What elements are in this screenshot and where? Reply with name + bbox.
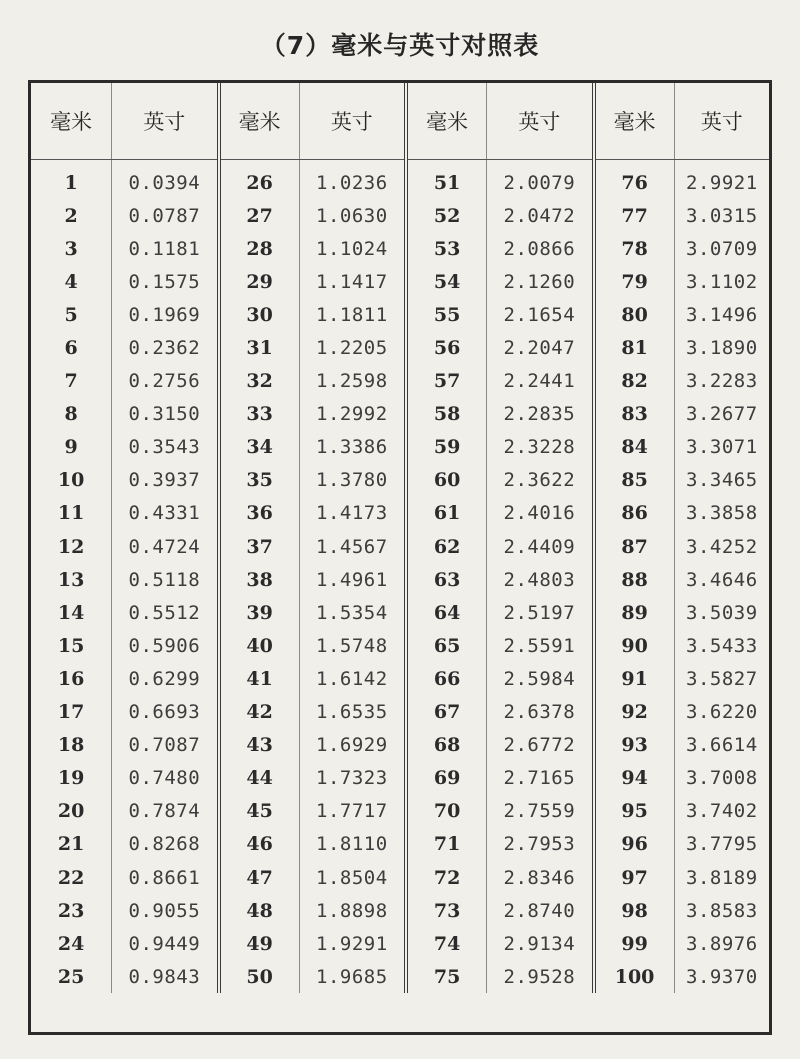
- table-row: [31, 232, 769, 265]
- mm-cell: 93: [594, 729, 675, 762]
- inch-cell: 2.2047: [487, 331, 594, 364]
- inch-cell: 2.7953: [487, 828, 594, 861]
- inch-cell: 2.1654: [487, 298, 594, 331]
- mm-cell: 98: [594, 894, 675, 927]
- inch-cell: 3.8189: [686, 866, 758, 889]
- inch-cell: 0.9055: [112, 894, 219, 927]
- mm-cell: 100: [594, 960, 675, 993]
- mm-cell: 77: [594, 199, 675, 232]
- mm-cell: 40: [219, 629, 300, 662]
- inch-cell: 1.9685: [299, 960, 406, 993]
- mm-cell: 72: [406, 861, 487, 894]
- inch-cell: 1.2598: [299, 365, 406, 398]
- inch-cell: 0.3543: [112, 431, 219, 464]
- mm-cell: 26: [219, 160, 300, 200]
- mm-cell: 97: [594, 861, 675, 894]
- mm-cell: 46: [219, 828, 300, 861]
- mm-cell: 43: [219, 729, 300, 762]
- inch-cell: 2.4016: [487, 497, 594, 530]
- header-inch-1: 英寸: [112, 83, 219, 160]
- mm-cell: 44: [219, 762, 300, 795]
- inch-cell: 3.8976: [686, 932, 758, 955]
- mm-cell: 23: [31, 894, 112, 927]
- mm-cell: 59: [406, 431, 487, 464]
- table-row: [31, 861, 769, 894]
- mm-cell: 51: [406, 160, 487, 200]
- inch-cell: 0.1969: [112, 298, 219, 331]
- mm-cell: 48: [219, 894, 300, 927]
- mm-cell: 5: [31, 298, 112, 331]
- mm-cell: 58: [406, 398, 487, 431]
- inch-cell: 0.9843: [112, 960, 219, 993]
- mm-cell: 38: [219, 563, 300, 596]
- inch-cell: 1.6929: [299, 729, 406, 762]
- inch-cell: 2.2441: [487, 365, 594, 398]
- inch-cell: 1.9291: [299, 927, 406, 960]
- mm-cell: 62: [406, 530, 487, 563]
- mm-cell: 11: [31, 497, 112, 530]
- mm-cell: 87: [594, 530, 675, 563]
- inch-cell: 2.2835: [487, 398, 594, 431]
- header-mm-3: 毫米: [406, 83, 487, 160]
- inch-cell: 2.9528: [487, 960, 594, 993]
- inch-cell: 1.3386: [299, 431, 406, 464]
- header-inch-3: 英寸: [487, 83, 594, 160]
- header-mm-1: 毫米: [31, 83, 112, 160]
- header-mm-4: 毫米: [594, 83, 675, 160]
- table-row: [31, 795, 769, 828]
- inch-cell: 1.1024: [299, 232, 406, 265]
- mm-cell: 69: [406, 762, 487, 795]
- table-row: [31, 298, 769, 331]
- mm-cell: 86: [594, 497, 675, 530]
- inch-cell: 1.4961: [299, 563, 406, 596]
- mm-cell: 55: [406, 298, 487, 331]
- mm-cell: 37: [219, 530, 300, 563]
- inch-cell: 2.7165: [487, 762, 594, 795]
- table-row: [31, 696, 769, 729]
- inch-cell: 0.9449: [112, 927, 219, 960]
- inch-cell: 3.2677: [686, 403, 758, 426]
- inch-cell: 1.4173: [299, 497, 406, 530]
- mm-cell: 6: [31, 331, 112, 364]
- mm-cell: 75: [406, 960, 487, 993]
- inch-cell: 3.3071: [686, 436, 758, 459]
- mm-cell: 71: [406, 828, 487, 861]
- inch-cell: 2.5197: [487, 596, 594, 629]
- inch-cell: 2.5591: [487, 629, 594, 662]
- header-mm-2: 毫米: [219, 83, 300, 160]
- mm-cell: 68: [406, 729, 487, 762]
- mm-cell: 57: [406, 365, 487, 398]
- inch-cell: 1.7717: [299, 795, 406, 828]
- mm-cell: 82: [594, 365, 675, 398]
- inch-cell: 1.0630: [299, 199, 406, 232]
- inch-cell: 1.6535: [299, 696, 406, 729]
- mm-cell: 39: [219, 596, 300, 629]
- inch-cell: 2.0079: [487, 160, 594, 200]
- mm-cell: 20: [31, 795, 112, 828]
- inch-cell: 0.8268: [112, 828, 219, 861]
- inch-cell: 0.8661: [112, 861, 219, 894]
- header-inch-4: 英寸: [674, 83, 769, 160]
- mm-cell: 66: [406, 662, 487, 695]
- inch-cell: 3.0315: [686, 204, 758, 227]
- mm-cell: 99: [594, 927, 675, 960]
- mm-cell: 90: [594, 629, 675, 662]
- inch-cell: 3.4252: [686, 535, 758, 558]
- mm-cell: 3: [31, 232, 112, 265]
- mm-cell: 50: [219, 960, 300, 993]
- inch-cell: 3.8583: [686, 899, 758, 922]
- mm-cell: 10: [31, 464, 112, 497]
- inch-cell: 3.6220: [686, 701, 758, 724]
- mm-cell: 31: [219, 331, 300, 364]
- inch-cell: 2.3228: [487, 431, 594, 464]
- mm-cell: 36: [219, 497, 300, 530]
- mm-cell: 42: [219, 696, 300, 729]
- inch-cell: 2.9921: [686, 171, 758, 194]
- table-row: [31, 160, 769, 200]
- mm-cell: 84: [594, 431, 675, 464]
- inch-cell: 0.5906: [112, 629, 219, 662]
- mm-cell: 96: [594, 828, 675, 861]
- mm-cell: 7: [31, 365, 112, 398]
- table-row: [31, 464, 769, 497]
- mm-cell: 49: [219, 927, 300, 960]
- inch-cell: 0.5118: [112, 563, 219, 596]
- inch-cell: 3.1496: [686, 303, 758, 326]
- mm-cell: 15: [31, 629, 112, 662]
- inch-cell: 2.0866: [487, 232, 594, 265]
- inch-cell: 2.9134: [487, 927, 594, 960]
- table-row: [31, 662, 769, 695]
- mm-cell: 76: [594, 160, 675, 200]
- inch-cell: 3.3858: [686, 502, 758, 525]
- mm-cell: 47: [219, 861, 300, 894]
- table-row: [31, 365, 769, 398]
- table-row: [31, 530, 769, 563]
- inch-cell: 0.6299: [112, 662, 219, 695]
- mm-cell: 4: [31, 265, 112, 298]
- inch-cell: 3.7795: [686, 833, 758, 856]
- mm-cell: 79: [594, 265, 675, 298]
- mm-cell: 13: [31, 563, 112, 596]
- mm-cell: 54: [406, 265, 487, 298]
- inch-cell: 0.2362: [112, 331, 219, 364]
- table-row: [31, 894, 769, 927]
- inch-cell: 2.8740: [487, 894, 594, 927]
- inch-cell: 1.8110: [299, 828, 406, 861]
- page-title: （7）毫米与英寸对照表: [260, 31, 540, 60]
- mm-cell: 88: [594, 563, 675, 596]
- table-row: [31, 497, 769, 530]
- mm-cell: 94: [594, 762, 675, 795]
- header-row: [31, 83, 769, 160]
- table-row: [31, 828, 769, 861]
- inch-cell: 0.3150: [112, 398, 219, 431]
- table-row: [31, 729, 769, 762]
- mm-cell: 65: [406, 629, 487, 662]
- inch-cell: 2.8346: [487, 861, 594, 894]
- mm-cell: 27: [219, 199, 300, 232]
- inch-cell: 2.4803: [487, 563, 594, 596]
- mm-cell: 91: [594, 662, 675, 695]
- inch-cell: 0.7480: [112, 762, 219, 795]
- inch-cell: 1.8898: [299, 894, 406, 927]
- header-inch-2: 英寸: [299, 83, 406, 160]
- mm-cell: 63: [406, 563, 487, 596]
- inch-cell: 1.6142: [299, 662, 406, 695]
- inch-cell: 3.3465: [686, 469, 758, 492]
- inch-cell: 1.0236: [299, 160, 406, 200]
- table-body: [31, 160, 769, 994]
- inch-cell: 2.1260: [487, 265, 594, 298]
- inch-cell: 3.7008: [686, 767, 758, 790]
- inch-cell: 2.0472: [487, 199, 594, 232]
- mm-cell: 56: [406, 331, 487, 364]
- table-row: [31, 398, 769, 431]
- inch-cell: 0.1575: [112, 265, 219, 298]
- inch-cell: 0.4724: [112, 530, 219, 563]
- inch-cell: 0.0787: [112, 199, 219, 232]
- inch-cell: 3.2283: [686, 370, 758, 393]
- inch-cell: 1.8504: [299, 861, 406, 894]
- mm-cell: 70: [406, 795, 487, 828]
- inch-cell: 3.5039: [686, 601, 758, 624]
- mm-cell: 34: [219, 431, 300, 464]
- inch-cell: 0.7874: [112, 795, 219, 828]
- inch-cell: 0.7087: [112, 729, 219, 762]
- inch-cell: 1.2205: [299, 331, 406, 364]
- mm-cell: 30: [219, 298, 300, 331]
- inch-cell: 3.1102: [686, 270, 758, 293]
- inch-cell: 2.3622: [487, 464, 594, 497]
- inch-cell: 1.2992: [299, 398, 406, 431]
- table-row: [31, 431, 769, 464]
- mm-cell: 24: [31, 927, 112, 960]
- inch-cell: 0.1181: [112, 232, 219, 265]
- table-row: [31, 199, 769, 232]
- table-row: [31, 960, 769, 993]
- mm-cell: 83: [594, 398, 675, 431]
- mm-cell: 53: [406, 232, 487, 265]
- table-row: [31, 927, 769, 960]
- mm-cell: 81: [594, 331, 675, 364]
- inch-cell: 1.1417: [299, 265, 406, 298]
- table-row: [31, 596, 769, 629]
- mm-cell: 1: [31, 160, 112, 200]
- inch-cell: 0.6693: [112, 696, 219, 729]
- mm-cell: 8: [31, 398, 112, 431]
- inch-cell: 3.9370: [686, 965, 758, 988]
- mm-cell: 29: [219, 265, 300, 298]
- inch-cell: 2.6378: [487, 696, 594, 729]
- inch-cell: 1.5354: [299, 596, 406, 629]
- mm-cell: 25: [31, 960, 112, 993]
- mm-cell: 67: [406, 696, 487, 729]
- mm-cell: 33: [219, 398, 300, 431]
- inch-cell: 0.4331: [112, 497, 219, 530]
- mm-cell: 61: [406, 497, 487, 530]
- inch-cell: 1.3780: [299, 464, 406, 497]
- mm-cell: 60: [406, 464, 487, 497]
- mm-cell: 16: [31, 662, 112, 695]
- table-row: [31, 629, 769, 662]
- inch-cell: 3.7402: [686, 800, 758, 823]
- mm-cell: 9: [31, 431, 112, 464]
- inch-cell: 2.5984: [487, 662, 594, 695]
- mm-cell: 35: [219, 464, 300, 497]
- inch-cell: 3.4646: [686, 568, 758, 591]
- inch-cell: 1.5748: [299, 629, 406, 662]
- mm-cell: 18: [31, 729, 112, 762]
- mm-cell: 80: [594, 298, 675, 331]
- mm-cell: 28: [219, 232, 300, 265]
- table-row: [31, 331, 769, 364]
- mm-cell: 2: [31, 199, 112, 232]
- mm-cell: 21: [31, 828, 112, 861]
- inch-cell: 3.6614: [686, 734, 758, 757]
- mm-cell: 85: [594, 464, 675, 497]
- inch-cell: 3.0709: [686, 237, 758, 260]
- mm-cell: 78: [594, 232, 675, 265]
- inch-cell: 1.1811: [299, 298, 406, 331]
- table-row: [31, 265, 769, 298]
- mm-cell: 17: [31, 696, 112, 729]
- mm-cell: 14: [31, 596, 112, 629]
- inch-cell: 3.1890: [686, 337, 758, 360]
- mm-cell: 19: [31, 762, 112, 795]
- mm-cell: 73: [406, 894, 487, 927]
- inch-cell: 0.0394: [112, 160, 219, 200]
- inch-cell: 0.2756: [112, 365, 219, 398]
- table-row: [31, 563, 769, 596]
- inch-cell: 0.3937: [112, 464, 219, 497]
- table-row: [31, 762, 769, 795]
- mm-cell: 95: [594, 795, 675, 828]
- mm-cell: 22: [31, 861, 112, 894]
- conversion-table: [31, 83, 769, 993]
- inch-cell: 2.6772: [487, 729, 594, 762]
- mm-cell: 52: [406, 199, 487, 232]
- mm-cell: 92: [594, 696, 675, 729]
- mm-cell: 45: [219, 795, 300, 828]
- inch-cell: 2.4409: [487, 530, 594, 563]
- mm-cell: 74: [406, 927, 487, 960]
- inch-cell: 3.5433: [686, 634, 758, 657]
- mm-cell: 41: [219, 662, 300, 695]
- inch-cell: 2.7559: [487, 795, 594, 828]
- inch-cell: 0.5512: [112, 596, 219, 629]
- inch-cell: 1.4567: [299, 530, 406, 563]
- mm-cell: 89: [594, 596, 675, 629]
- inch-cell: 1.7323: [299, 762, 406, 795]
- mm-cell: 64: [406, 596, 487, 629]
- mm-cell: 12: [31, 530, 112, 563]
- inch-cell: 3.5827: [686, 667, 758, 690]
- mm-cell: 32: [219, 365, 300, 398]
